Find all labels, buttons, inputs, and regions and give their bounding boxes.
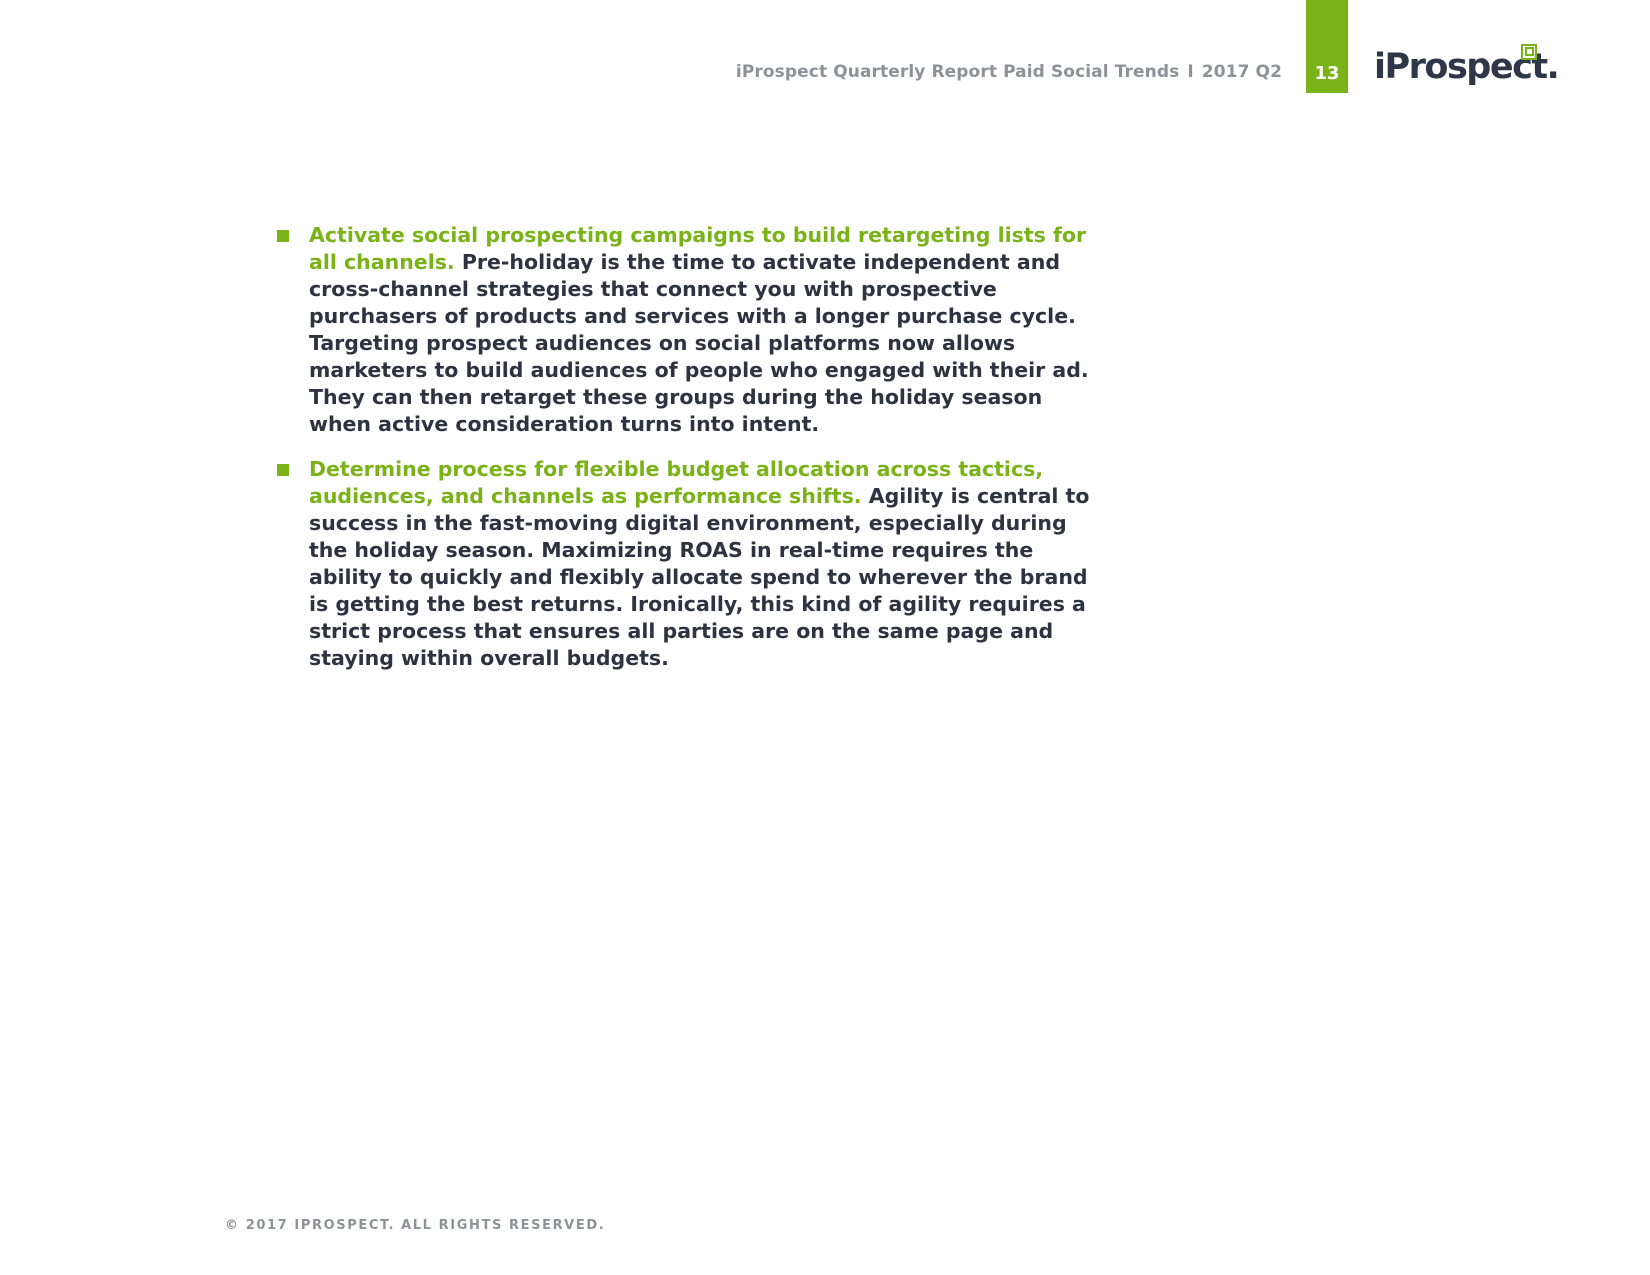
page-number: 13 [1314,63,1340,84]
bullet-body: Agility is central to success in the fast-moving digital environment, especially during the holiday season. Maximizing ROAS in real-time requires the ability to quickly and flexibly allocate spend to wherever the brand is getting the best returns. Ironically, this kind of agility requires a strict process that ensures all parties are on the same page and staying within overall budgets. [309,484,1090,670]
copyright-footer: © 2017 IPROSPECT. ALL RIGHTS RESERVED. [225,1218,606,1233]
bullet-item [276,222,1096,438]
iprospect-logo [1374,44,1559,94]
square-bullet-icon [277,464,289,476]
square-bullet-icon [277,230,289,242]
logo-wordmark: iProspect. [1374,47,1559,87]
bullet-lead: Determine process for flexible budget allocation across tactics, audiences, and channels as performance shifts. [309,457,1044,508]
header-separator: I [1187,62,1194,82]
bullet-list [276,222,1096,690]
bullet-body: Pre-holiday is the time to activate independent and cross-channel strategies that connect you with prospective purchasers of products and services with a longer purchase cycle. Targeting prospect audiences on social platforms now allows marketers to build audiences of people who engaged with their ad. They can then retarget these groups during the holiday season when active consideration turns into intent. [309,250,1089,436]
logo-mark-icon [1521,44,1537,60]
page-number-tab [1306,0,1348,93]
report-period: 2017 Q2 [1201,62,1282,82]
report-title: iProspect Quarterly Report Paid Social Trends [735,62,1180,82]
bullet-item [276,456,1096,672]
bullet-lead: Activate social prospecting campaigns to build retargeting lists for all channels. [309,223,1087,274]
report-header-title [736,62,1282,82]
